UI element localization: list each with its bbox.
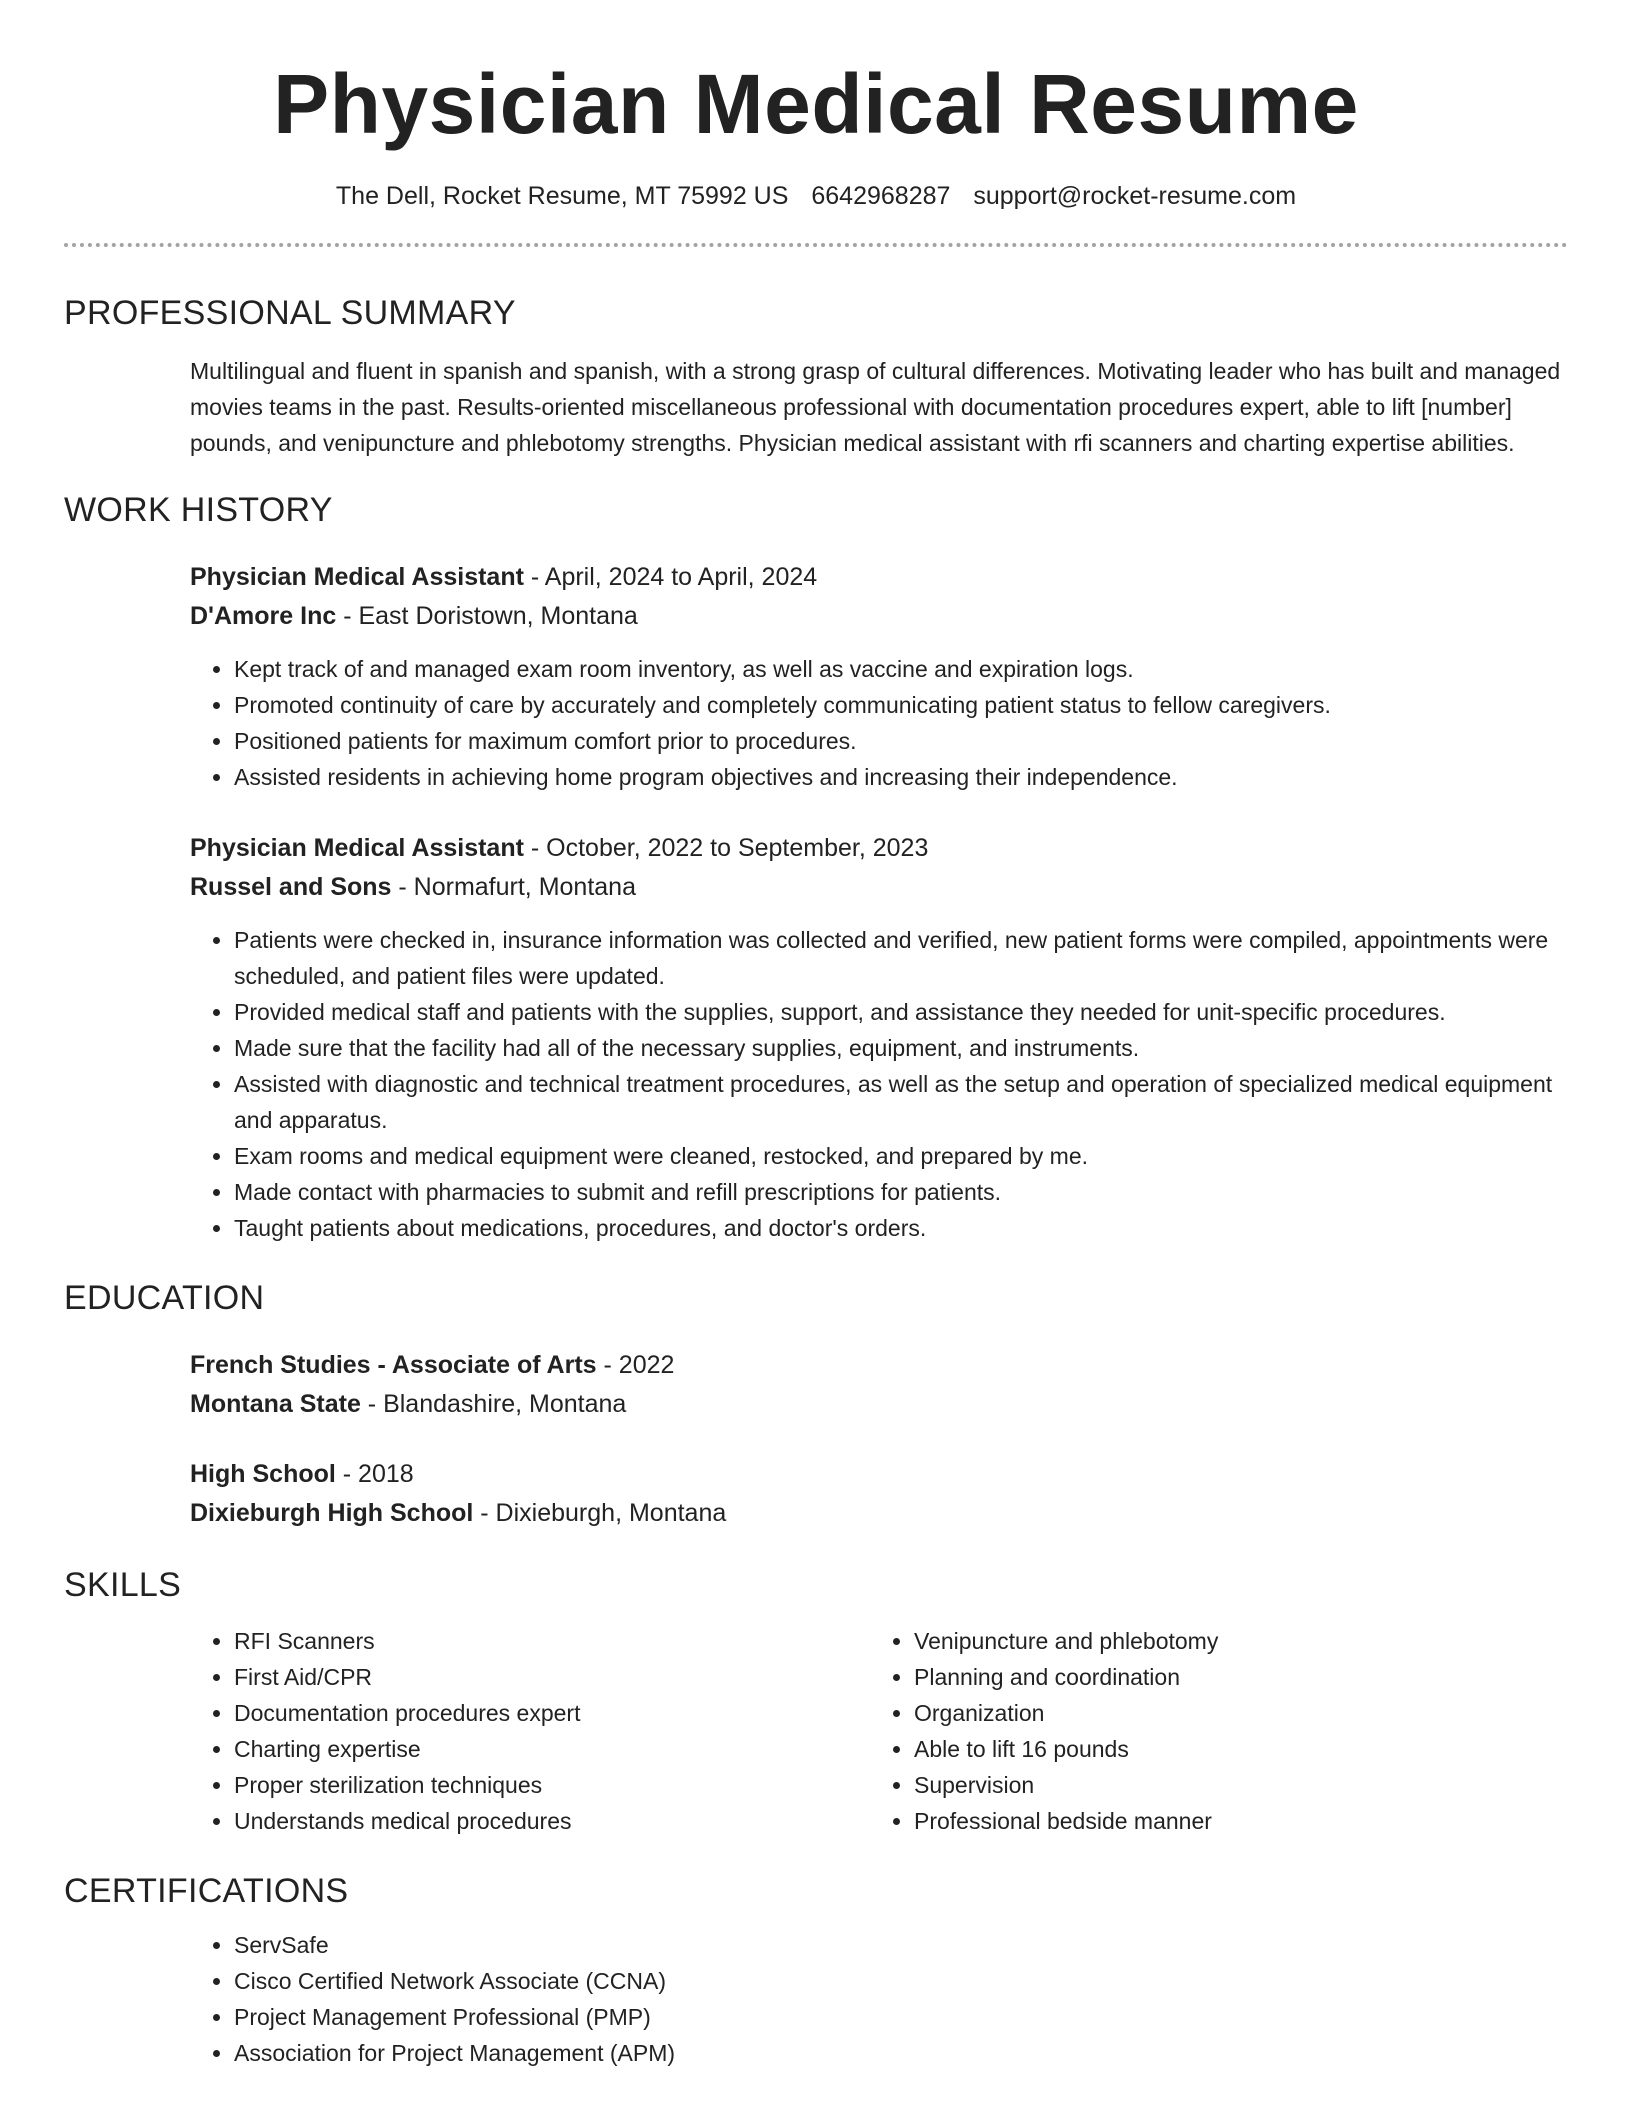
section-title-skills: SKILLS bbox=[64, 1566, 182, 1604]
job-bullet: • Kept track of and managed exam room inventory, as well as vaccine and expiration logs. bbox=[234, 651, 1568, 687]
education-degree: French Studies - Associate of Arts bbox=[190, 1351, 597, 1379]
job-company-line bbox=[190, 597, 1568, 636]
skill-item: • Proper sterilization techniques bbox=[234, 1767, 870, 1803]
skill-item: • RFI Scanners bbox=[234, 1623, 870, 1659]
education-school: Dixieburgh High School bbox=[190, 1499, 474, 1527]
job-bullet: • Assisted residents in achieving home program objectives and increasing their independence. bbox=[234, 759, 1568, 795]
job-bullet: • Taught patients about medications, procedures, and doctor's orders. bbox=[234, 1210, 1568, 1246]
summary-text: Multilingual and fluent in spanish and spanish, with a strong grasp of cultural differences. Motivating leader who has built and managed movies teams in the past. Results-oriented miscellaneous professional with documentation procedures expert, able to lift [number] pounds, and venipuncture and phlebotomy strengths. Physician medical assistant with rfi scanners and charting expertise abilities. bbox=[190, 358, 1561, 456]
certification-item: • Association for Project Management (APM) bbox=[234, 2035, 1568, 2071]
certification-item: • ServSafe bbox=[234, 1927, 1568, 1963]
job-bullet: • Made contact with pharmacies to submit and refill prescriptions for patients. bbox=[234, 1174, 1568, 1210]
education-school-line bbox=[190, 1385, 1568, 1424]
education-degree-line bbox=[190, 1346, 1568, 1385]
job-dates: - October, 2022 to September, 2023 bbox=[523, 834, 929, 862]
skills-column-left bbox=[190, 1623, 870, 1839]
education-entry bbox=[190, 1455, 1568, 1533]
education-entry bbox=[190, 1346, 1568, 1424]
job-bullets bbox=[190, 651, 1568, 795]
skill-item: • Organization bbox=[914, 1695, 1550, 1731]
skill-item: • Able to lift 16 pounds bbox=[914, 1731, 1550, 1767]
job-entry bbox=[190, 829, 1568, 1246]
job-location: - East Doristown, Montana bbox=[336, 602, 638, 630]
job-bullet: • Assisted with diagnostic and technical treatment procedures, as well as the setup and operation of specialized medical equipment and apparatus. bbox=[234, 1066, 1568, 1138]
section-title-education: EDUCATION bbox=[64, 1279, 265, 1317]
job-bullet: • Promoted continuity of care by accurately and completely communicating patient status to fellow caregivers. bbox=[234, 687, 1568, 723]
job-location: - Normafurt, Montana bbox=[391, 873, 636, 901]
certification-item: • Cisco Certified Network Associate (CCNA) bbox=[234, 1963, 1568, 1999]
job-dates: - April, 2024 to April, 2024 bbox=[523, 563, 818, 591]
education-year: - 2022 bbox=[596, 1351, 675, 1379]
contact-address: The Dell, Rocket Resume, MT 75992 US bbox=[335, 182, 789, 210]
education-location: - Blandashire, Montana bbox=[360, 1390, 627, 1418]
job-company-line bbox=[190, 868, 1568, 907]
job-role: Physician Medical Assistant bbox=[190, 834, 524, 862]
skill-item: • Documentation procedures expert bbox=[234, 1695, 870, 1731]
education-degree-line bbox=[190, 1455, 1568, 1494]
job-bullet: • Provided medical staff and patients with the supplies, support, and assistance they needed for unit-specific procedures. bbox=[234, 994, 1568, 1030]
job-role-line bbox=[190, 558, 1568, 597]
education-school-line bbox=[190, 1494, 1568, 1533]
section-title-certifications: CERTIFICATIONS bbox=[64, 1872, 349, 1910]
skill-item: • Professional bedside manner bbox=[914, 1803, 1550, 1839]
job-company: D'Amore Inc bbox=[190, 602, 337, 630]
skill-item: • Charting expertise bbox=[234, 1731, 870, 1767]
section-title-work-history: WORK HISTORY bbox=[64, 491, 333, 529]
job-bullet: • Made sure that the facility had all of the necessary supplies, equipment, and instruments. bbox=[234, 1030, 1568, 1066]
contact-phone: 6642968287 bbox=[811, 182, 951, 210]
job-bullet: • Exam rooms and medical equipment were cleaned, restocked, and prepared by me. bbox=[234, 1138, 1568, 1174]
certifications-list bbox=[190, 1927, 1568, 2071]
header-divider bbox=[64, 243, 1568, 247]
job-entry bbox=[190, 558, 1568, 795]
contact-line bbox=[64, 179, 1568, 213]
job-role: Physician Medical Assistant bbox=[190, 563, 524, 591]
skill-item: • Understands medical procedures bbox=[234, 1803, 870, 1839]
education-location: - Dixieburgh, Montana bbox=[473, 1499, 727, 1527]
section-title-summary: PROFESSIONAL SUMMARY bbox=[64, 294, 516, 332]
education-degree: High School bbox=[190, 1460, 336, 1488]
certification-item: • Project Management Professional (PMP) bbox=[234, 1999, 1568, 2035]
skill-item: • First Aid/CPR bbox=[234, 1659, 870, 1695]
skills-column-right bbox=[870, 1623, 1550, 1839]
resume-title: Physician Medical Resume bbox=[273, 57, 1359, 151]
contact-email: support@rocket-resume.com bbox=[973, 182, 1297, 210]
skill-item: • Supervision bbox=[914, 1767, 1550, 1803]
job-role-line bbox=[190, 829, 1568, 868]
job-bullets bbox=[190, 922, 1568, 1246]
education-year: - 2018 bbox=[335, 1460, 414, 1488]
job-bullet: • Positioned patients for maximum comfort prior to procedures. bbox=[234, 723, 1568, 759]
certifications-block bbox=[190, 1927, 1568, 2071]
skill-item: • Venipuncture and phlebotomy bbox=[914, 1623, 1550, 1659]
job-company: Russel and Sons bbox=[190, 873, 392, 901]
skill-item: • Planning and coordination bbox=[914, 1659, 1550, 1695]
skills-grid bbox=[190, 1623, 1568, 1839]
job-bullet: • Patients were checked in, insurance information was collected and verified, new patient forms were compiled, appointments were scheduled, and patient files were updated. bbox=[234, 922, 1568, 994]
education-school: Montana State bbox=[190, 1390, 361, 1418]
